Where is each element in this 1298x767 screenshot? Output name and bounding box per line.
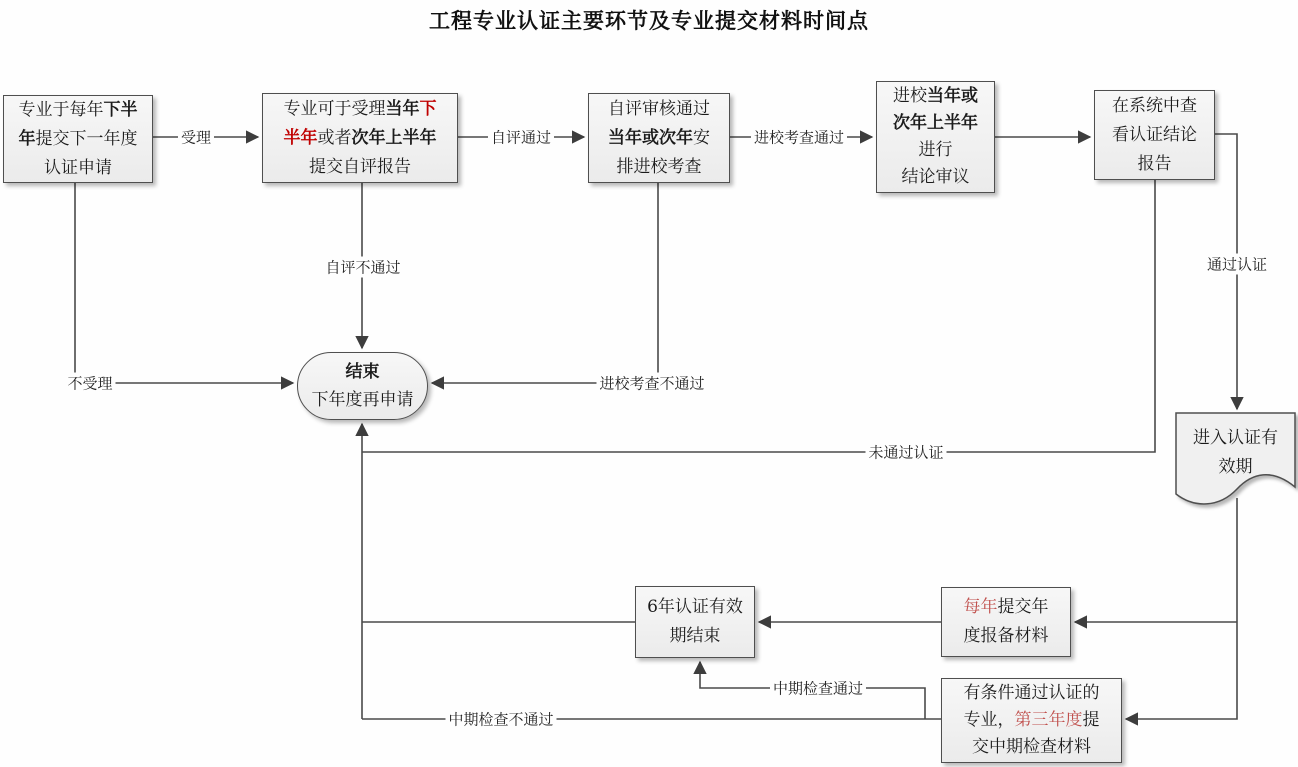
node-conclusion: 进校当年或 次年上半年 进行 结论审议	[876, 81, 995, 193]
edge-visit-fail	[432, 183, 658, 383]
edge-cert-fail	[362, 180, 1155, 452]
node-review: 自评审核通过 当年或次年安 排进校考查	[588, 93, 730, 183]
node-valid-period: 进入认证有 效期	[1193, 428, 1278, 477]
edge-label-mid-fail: 中期检查不通过	[445, 709, 556, 730]
edge-label-self-pass: 自评通过	[488, 127, 554, 148]
node-result-report: 在系统中查 看认证结论 报告	[1094, 90, 1215, 180]
edge-valid-to-midterm	[1126, 498, 1237, 719]
edge-label-self-fail: 自评不通过	[322, 257, 403, 278]
edge-label-reject: 不受理	[64, 373, 115, 394]
edge-label-cert-fail: 未通过认证	[865, 442, 946, 463]
node-end-terminator: 结束 下年度再申请	[297, 352, 428, 420]
edge-label-visit-pass: 进校考查通过	[751, 127, 847, 148]
edge-label-accept: 受理	[178, 127, 214, 148]
node-apply: 专业于每年下半 年提交下一年度 认证申请	[3, 95, 153, 183]
edge-label-cert-pass: 通过认证	[1204, 254, 1270, 275]
edge-label-mid-pass: 中期检查通过	[770, 678, 866, 699]
node-expire: 6年认证有效 期结束	[635, 586, 755, 658]
edge-reject	[75, 183, 293, 383]
edge-label-visit-fail: 进校考查不通过	[596, 373, 707, 394]
diagram-title: 工程专业认证主要环节及专业提交材料时间点	[429, 8, 869, 33]
node-self-report: 专业可于受理当年下 半年或者次年上半年 提交自评报告	[262, 93, 458, 183]
node-midterm-materials: 有条件通过认证的 专业，第三年度提 交中期检查材料	[941, 678, 1122, 763]
node-annual-report: 每年提交年 度报备材料	[941, 587, 1071, 657]
